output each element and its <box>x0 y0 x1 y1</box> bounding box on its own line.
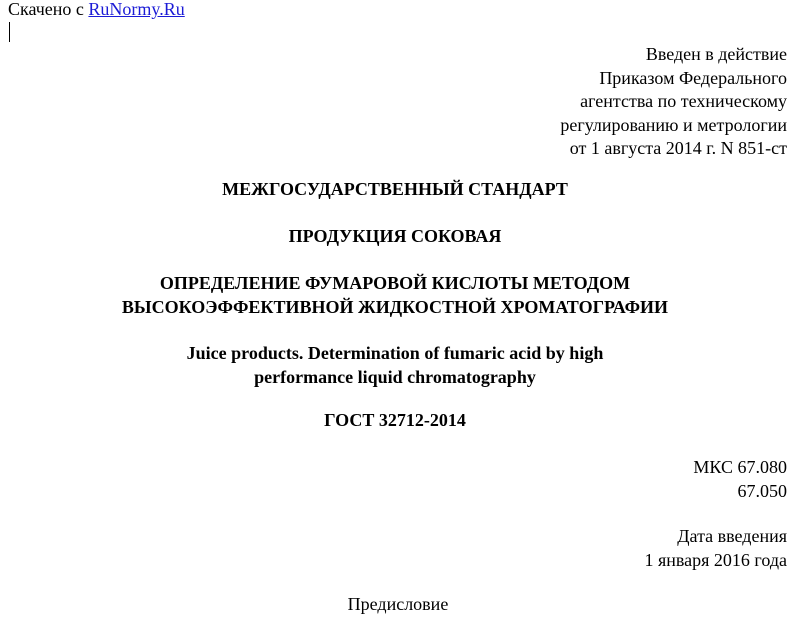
download-prefix: Скачено с <box>8 0 89 19</box>
english-title-line: Juice products. Determination of fumaric acid by high <box>186 343 604 363</box>
english-title <box>0 342 790 389</box>
classification-line: 67.050 <box>737 480 787 501</box>
text-cursor <box>9 22 10 42</box>
product-heading: ПРОДУКЦИЯ СОКОВАЯ <box>288 226 502 246</box>
introduced-by-order <box>560 43 787 161</box>
introduced-line: регулированию и метрологии <box>560 114 787 135</box>
classification-line: МКС 67.080 <box>693 457 787 477</box>
introduced-line: Введен в действие <box>645 44 787 64</box>
runormy-link[interactable]: RuNormy.Ru <box>88 0 185 19</box>
english-title-line: performance liquid chromatography <box>254 366 536 387</box>
preface-heading: Предисловие <box>347 594 449 614</box>
introduced-line: от 1 августа 2014 г. N 851-ст <box>569 138 787 158</box>
classification-codes <box>693 456 787 503</box>
effective-date-line: 1 января 2016 года <box>644 549 787 570</box>
effective-date-line: Дата введения <box>677 526 787 546</box>
title-line: ВЫСОКОЭФФЕКТИВНОЙ ЖИДКОСТНОЙ ХРОМАТОГРАФИИ <box>121 296 669 317</box>
download-source <box>8 0 185 20</box>
title-line: ОПРЕДЕЛЕНИЕ ФУМАРОВОЙ КИСЛОТЫ МЕТОДОМ <box>159 273 631 293</box>
introduced-line: агентства по техническому <box>580 91 787 111</box>
effective-date <box>644 525 787 572</box>
interstate-standard-heading: МЕЖГОСУДАРСТВЕННЫЙ СТАНДАРТ <box>222 179 568 199</box>
introduced-line: Приказом Федерального <box>599 67 787 88</box>
gost-number: ГОСТ 32712-2014 <box>324 410 466 430</box>
document-title <box>0 272 790 319</box>
